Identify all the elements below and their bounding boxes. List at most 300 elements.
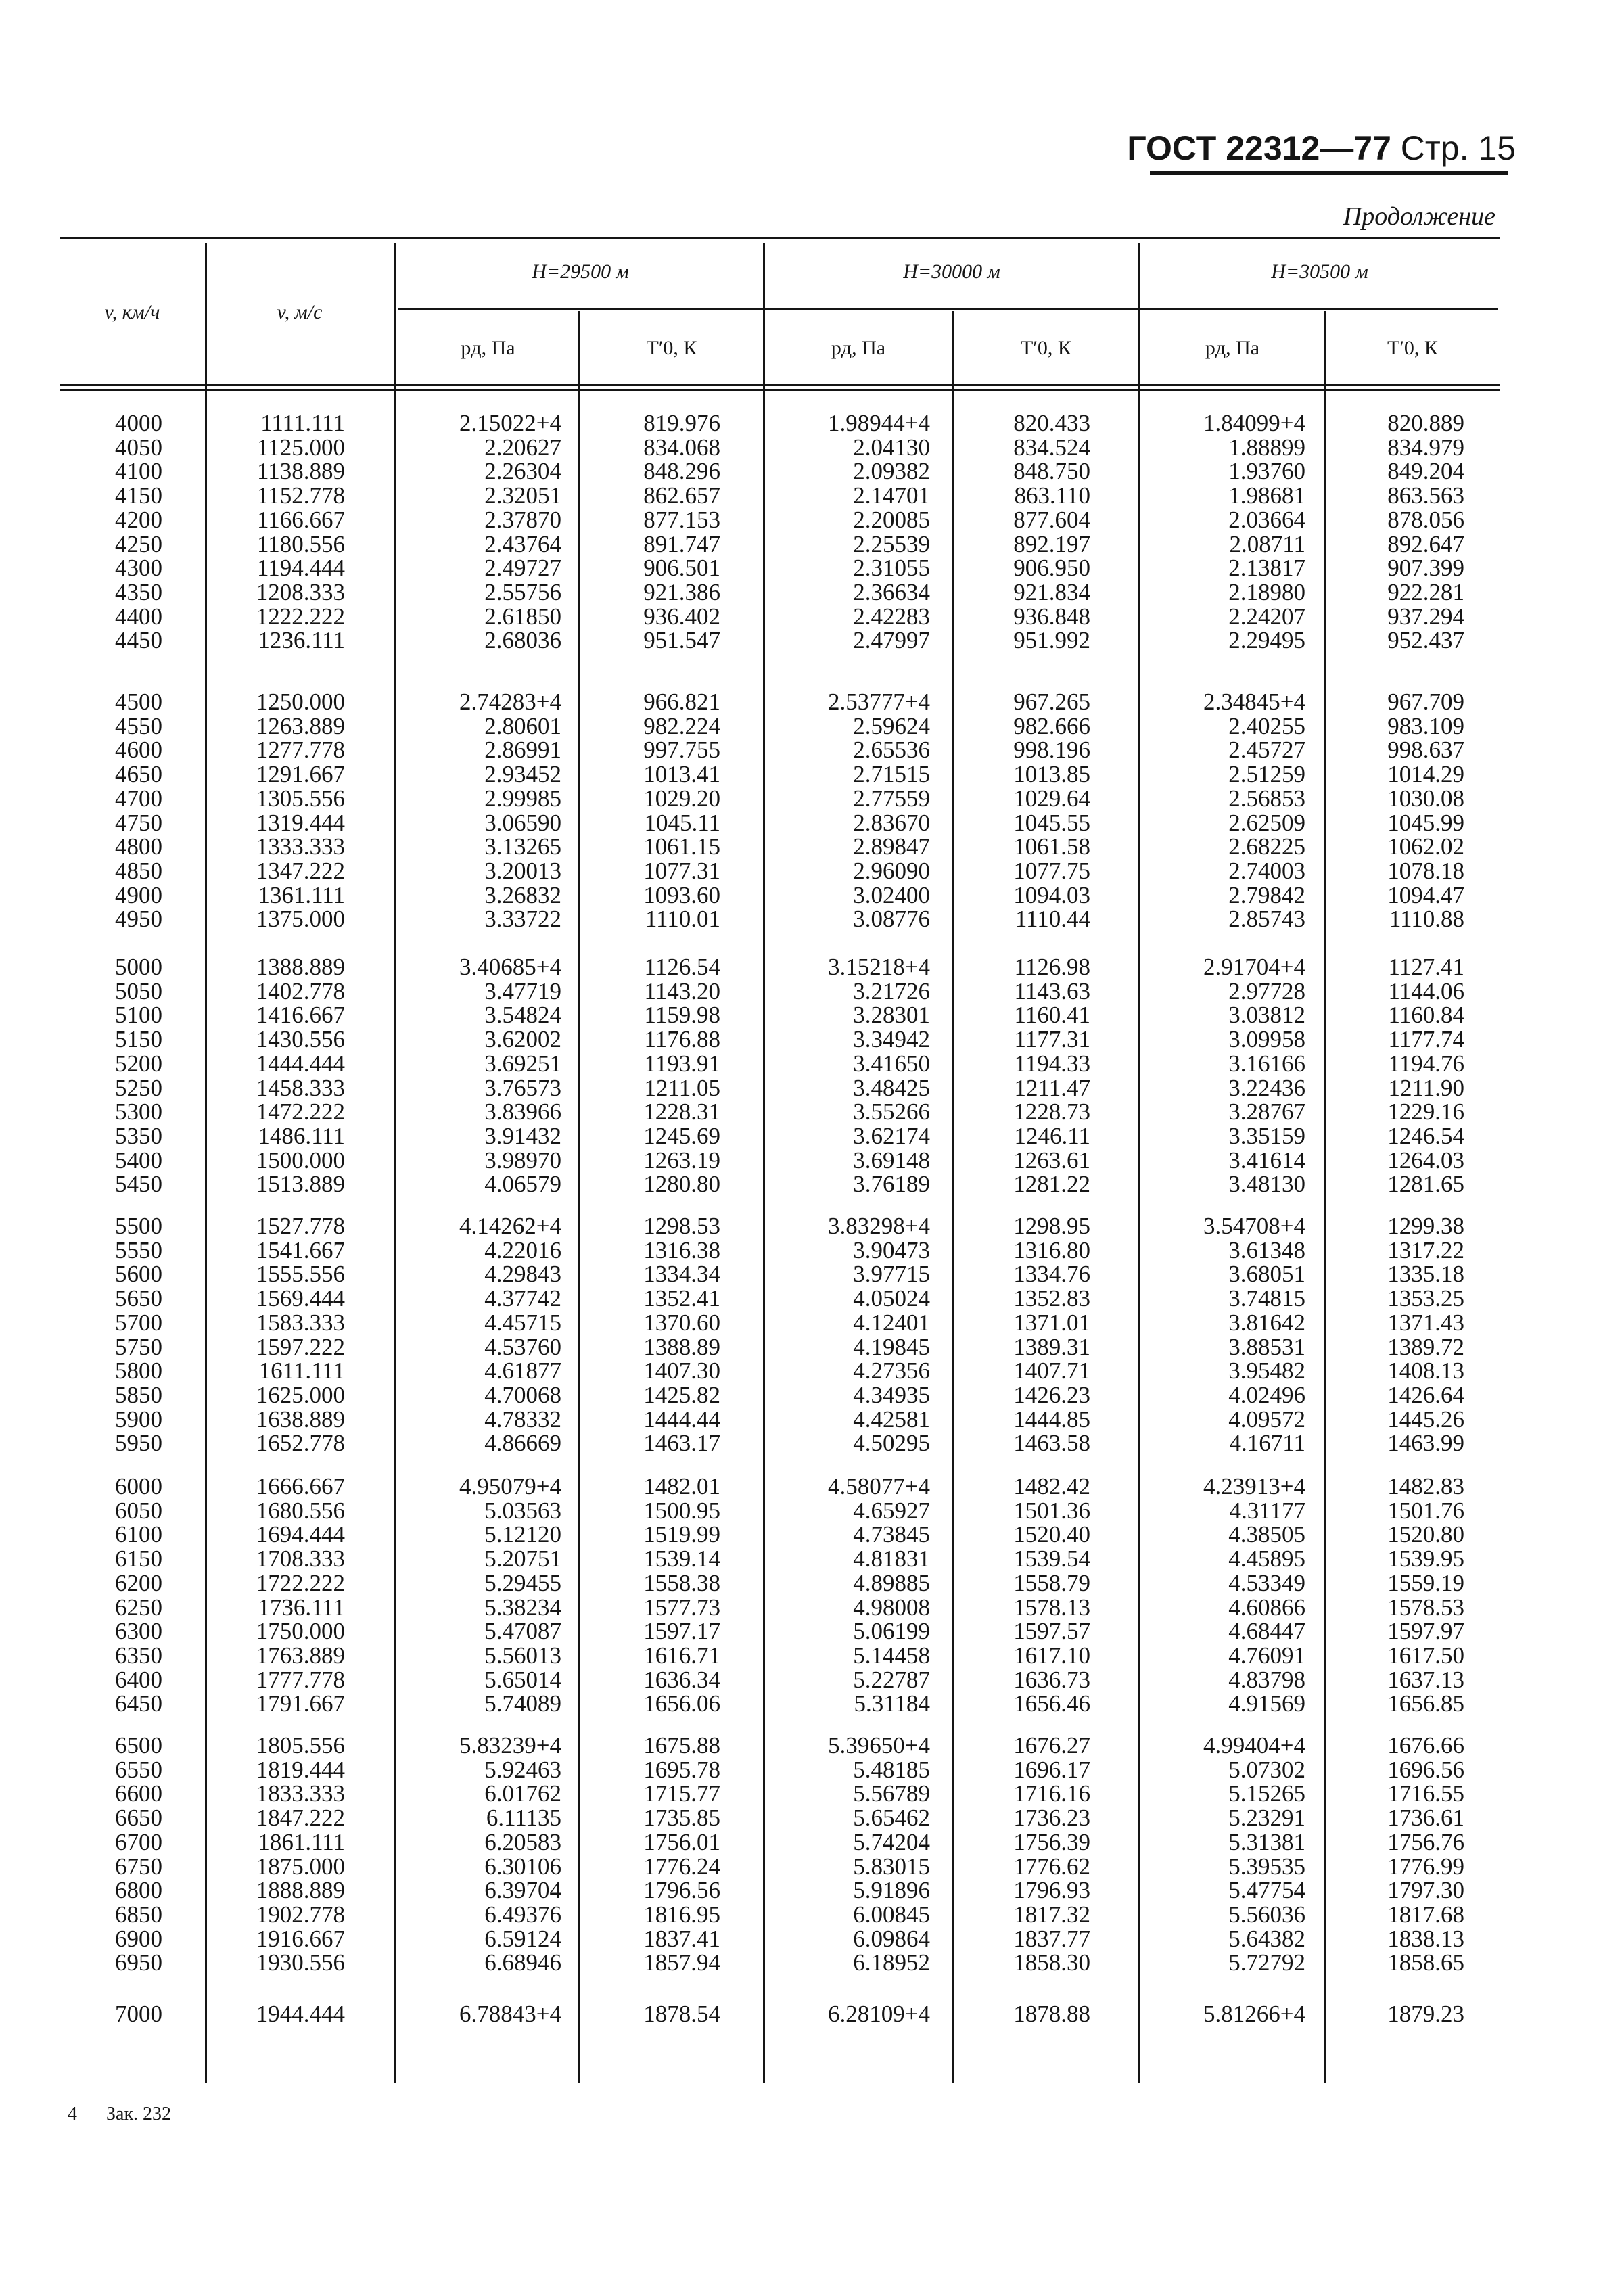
cell-t-30000: 877.604 [1013,506,1090,533]
table-header-rule [60,384,1500,386]
cell-t-30500: 1617.50 [1387,1642,1464,1669]
cell-p-30500: 3.35159 [1228,1122,1305,1149]
cell-t-30500: 1817.68 [1387,1901,1464,1928]
cell-v-ms: 1930.556 [256,1949,345,1976]
cell-v-ms: 1555.556 [256,1261,345,1288]
col-header-p: pд, Па [831,337,886,359]
cell-p-29500: 3.76573 [484,1074,561,1101]
cell-t-30500: 1353.25 [1387,1285,1464,1312]
cell-p-30000: 3.76189 [853,1171,930,1198]
cell-t-29500: 951.547 [643,627,720,654]
cell-v-kmh: 5200 [115,1050,162,1077]
cell-t-30000: 1837.77 [1013,1925,1090,1952]
cell-v-kmh: 6150 [115,1546,162,1573]
cell-p-29500: 3.40685+4 [459,954,561,980]
cell-p-30500: 3.41614 [1228,1146,1305,1174]
cell-v-kmh: 4000 [115,410,162,436]
column-rule [763,243,765,2083]
cell-t-30500: 1858.65 [1387,1949,1464,1976]
cell-t-29500: 1444.44 [643,1406,720,1433]
cell-t-30500: 952.437 [1387,627,1464,654]
col-header-t: T′0, К [1021,337,1071,359]
cell-p-29500: 6.11135 [486,1805,561,1832]
cell-v-ms: 1666.667 [256,1473,345,1500]
cell-v-kmh: 5650 [115,1285,162,1312]
cell-p-30000: 5.39650+4 [828,1732,930,1759]
cell-p-29500: 3.54824 [484,1002,561,1029]
cell-t-30000: 1352.83 [1013,1285,1090,1312]
cell-p-30500: 4.23913+4 [1203,1473,1305,1500]
col-header-p: pд, Па [1205,337,1260,359]
cell-t-29500: 1482.01 [643,1473,720,1500]
cell-t-30000: 1756.39 [1013,1828,1090,1855]
cell-p-30000: 3.21726 [853,977,930,1004]
cell-t-29500: 1245.69 [643,1122,720,1149]
cell-p-29500: 6.30106 [484,1853,561,1880]
cell-v-kmh: 6500 [115,1732,162,1759]
cell-v-kmh: 6100 [115,1521,162,1548]
cell-p-30500: 2.97728 [1228,977,1305,1004]
cell-v-ms: 1708.333 [256,1546,345,1573]
cell-p-29500: 6.20583 [484,1828,561,1855]
cell-p-30000: 2.53777+4 [828,689,930,715]
cell-v-kmh: 6700 [115,1828,162,1855]
cell-t-30500: 1335.18 [1387,1261,1464,1288]
cell-p-29500: 4.95079+4 [459,1473,561,1500]
cell-t-29500: 1228.31 [643,1098,720,1125]
cell-p-30500: 5.64382 [1228,1925,1305,1952]
cell-t-30000: 1463.58 [1013,1430,1090,1457]
cell-t-30500: 1559.19 [1387,1569,1464,1596]
cell-t-30500: 1696.56 [1387,1756,1464,1783]
cell-v-ms: 1736.111 [258,1594,345,1621]
cell-v-ms: 1875.000 [256,1853,345,1880]
cell-v-ms: 1805.556 [256,1732,345,1759]
cell-p-30000: 4.27356 [853,1357,930,1385]
col-header-v-kmh: v, км/ч [104,301,160,323]
cell-v-ms: 1111.111 [260,410,345,436]
cell-p-29500: 6.78843+4 [459,2001,561,2027]
cell-t-30000: 820.433 [1013,410,1090,436]
cell-p-30500: 5.23291 [1228,1805,1305,1832]
cell-v-kmh: 5750 [115,1333,162,1360]
cell-v-ms: 1152.778 [257,482,345,509]
cell-v-ms: 1125.000 [257,434,345,461]
cell-v-ms: 1305.556 [256,785,345,812]
cell-t-29500: 848.296 [643,458,720,485]
cell-p-29500: 3.13265 [484,833,561,860]
cell-t-30500: 1408.13 [1387,1357,1464,1385]
cell-v-kmh: 4300 [115,555,162,582]
cell-p-29500: 3.62002 [484,1026,561,1053]
cell-p-30500: 3.68051 [1228,1261,1305,1288]
cell-v-kmh: 5600 [115,1261,162,1288]
cell-v-ms: 1777.778 [256,1666,345,1693]
cell-t-29500: 921.386 [643,578,720,605]
cell-t-30000: 1094.03 [1013,881,1090,908]
page-header [1127,129,1516,168]
cell-p-30000: 5.91896 [853,1877,930,1904]
cell-v-kmh: 5450 [115,1171,162,1198]
cell-t-29500: 906.501 [643,555,720,582]
cell-p-30500: 2.62509 [1228,809,1305,836]
cell-p-30500: 4.83798 [1228,1666,1305,1693]
cell-p-29500: 4.78332 [484,1406,561,1433]
cell-v-ms: 1833.333 [256,1780,345,1807]
cell-t-30000: 1578.13 [1013,1594,1090,1621]
cell-t-30000: 951.992 [1013,627,1090,654]
cell-p-29500: 5.29455 [484,1569,561,1596]
cell-v-kmh: 6650 [115,1805,162,1832]
cell-p-29500: 5.20751 [484,1546,561,1573]
cell-p-30000: 5.48185 [853,1756,930,1783]
column-rule [1138,243,1140,2083]
cell-p-30500: 5.39535 [1228,1853,1305,1880]
cell-v-ms: 1500.000 [256,1146,345,1174]
cell-p-30000: 2.83670 [853,809,930,836]
cell-p-30500: 1.98681 [1228,482,1305,509]
page-label: Стр. 15 [1400,129,1516,167]
cell-v-ms: 1388.889 [256,954,345,980]
cell-t-30000: 1696.17 [1013,1756,1090,1783]
cell-p-30000: 2.20085 [853,506,930,533]
cell-t-30000: 1520.40 [1013,1521,1090,1548]
cell-p-30000: 3.41650 [853,1050,930,1077]
cell-p-30000: 4.12401 [853,1309,930,1336]
cell-p-30500: 3.61348 [1228,1236,1305,1263]
cell-v-ms: 1527.778 [256,1213,345,1239]
cell-t-30500: 1539.95 [1387,1546,1464,1573]
cell-p-29500: 5.83239+4 [459,1732,561,1759]
cell-p-30000: 5.65462 [853,1805,930,1832]
cell-p-30000: 4.65927 [853,1497,930,1524]
cell-p-30000: 5.14458 [853,1642,930,1669]
cell-t-29500: 936.402 [643,603,720,630]
cell-v-kmh: 4450 [115,627,162,654]
table-header-rule-double [60,389,1500,391]
cell-v-kmh: 6350 [115,1642,162,1669]
cell-t-29500: 1143.20 [644,977,720,1004]
cell-t-30000: 1444.85 [1013,1406,1090,1433]
cell-t-30500: 1110.88 [1389,906,1464,933]
table-top-rule [60,237,1500,239]
cell-t-30500: 1045.99 [1387,809,1464,836]
cell-t-30500: 820.889 [1387,410,1464,436]
cell-v-ms: 1291.667 [256,761,345,788]
cell-p-30500: 2.45727 [1228,737,1305,764]
cell-t-29500: 1539.14 [643,1546,720,1573]
cell-t-30000: 848.750 [1013,458,1090,485]
cell-v-kmh: 5550 [115,1236,162,1263]
cell-t-30000: 1597.57 [1013,1618,1090,1645]
cell-v-ms: 1361.111 [258,881,345,908]
cell-t-30500: 1371.43 [1387,1309,1464,1336]
cell-t-30000: 1539.54 [1013,1546,1090,1573]
cell-t-30500: 907.399 [1387,555,1464,582]
cell-t-30000: 1194.33 [1014,1050,1090,1077]
cell-v-ms: 1847.222 [256,1805,345,1832]
cell-t-30000: 1160.41 [1014,1002,1090,1029]
cell-p-30000: 4.42581 [853,1406,930,1433]
cell-p-30000: 6.00845 [853,1901,930,1928]
cell-t-30500: 1426.64 [1387,1381,1464,1408]
cell-t-30500: 1317.22 [1387,1236,1464,1263]
cell-p-29500: 2.86991 [484,737,561,764]
cell-v-kmh: 5700 [115,1309,162,1336]
cell-t-29500: 1388.89 [643,1333,720,1360]
cell-t-30500: 1246.54 [1387,1122,1464,1149]
cell-p-30000: 2.59624 [853,712,930,739]
cell-v-kmh: 6850 [115,1901,162,1928]
cell-t-30500: 1797.30 [1387,1877,1464,1904]
cell-t-29500: 1816.95 [643,1901,720,1928]
cell-t-29500: 1616.71 [643,1642,720,1669]
cell-v-kmh: 6000 [115,1473,162,1500]
cell-p-30500: 5.72792 [1228,1949,1305,1976]
cell-p-29500: 2.55756 [484,578,561,605]
cell-t-30500: 878.056 [1387,506,1464,533]
cell-p-29500: 3.83966 [484,1098,561,1125]
cell-p-30000: 5.83015 [853,1853,930,1880]
cell-v-kmh: 5900 [115,1406,162,1433]
cell-t-29500: 877.153 [643,506,720,533]
cell-p-30000: 5.31184 [854,1690,930,1717]
cell-t-30000: 1281.22 [1013,1171,1090,1198]
cell-t-29500: 1029.20 [643,785,720,812]
cell-v-ms: 1513.889 [256,1171,345,1198]
cell-t-29500: 1193.91 [644,1050,720,1077]
cell-v-ms: 1611.111 [258,1357,345,1385]
cell-p-30500: 4.38505 [1228,1521,1305,1548]
cell-t-29500: 982.224 [643,712,720,739]
cell-p-30500: 3.95482 [1228,1357,1305,1385]
column-rule [578,311,580,2083]
cell-p-30000: 2.31055 [853,555,930,582]
cell-p-30500: 2.56853 [1228,785,1305,812]
cell-t-29500: 1176.88 [644,1026,720,1053]
cell-p-29500: 3.06590 [484,809,561,836]
cell-v-ms: 1416.667 [256,1002,345,1029]
cell-v-ms: 1944.444 [256,2001,345,2027]
cell-v-kmh: 7000 [115,2001,162,2027]
cell-p-30500: 2.08711 [1229,530,1305,557]
column-rule [205,243,207,2083]
cell-t-30000: 921.834 [1013,578,1090,605]
cell-t-30500: 1014.29 [1387,761,1464,788]
cell-p-30000: 3.90473 [853,1236,930,1263]
cell-t-30500: 922.281 [1387,578,1464,605]
cell-t-29500: 1211.05 [644,1074,720,1101]
cell-t-30500: 892.647 [1387,530,1464,557]
cell-v-kmh: 5250 [115,1074,162,1101]
cell-t-30000: 1371.01 [1013,1309,1090,1336]
cell-t-29500: 1061.15 [643,833,720,860]
cell-p-30500: 2.24207 [1228,603,1305,630]
group-header-30000: H=30000 м [903,260,1000,283]
cell-t-29500: 1756.01 [643,1828,720,1855]
cell-p-30000: 3.34942 [853,1026,930,1053]
cell-v-ms: 1652.778 [256,1430,345,1457]
cell-p-30500: 3.16166 [1228,1050,1305,1077]
cell-p-29500: 4.06579 [484,1171,561,1198]
cell-t-30500: 1676.66 [1387,1732,1464,1759]
cell-t-30000: 1045.55 [1013,809,1090,836]
cell-v-ms: 1138.889 [257,458,345,485]
cell-v-ms: 1486.111 [258,1122,345,1149]
cell-v-ms: 1333.333 [256,833,345,860]
cell-p-30000: 2.25539 [853,530,930,557]
cell-v-ms: 1402.778 [256,977,345,1004]
cell-t-30000: 1110.44 [1015,906,1090,933]
page-number: 4 [68,2104,77,2124]
cell-t-30000: 1676.27 [1013,1732,1090,1759]
cell-p-29500: 3.33722 [484,906,561,933]
cell-p-30500: 5.47754 [1228,1877,1305,1904]
cell-p-30000: 3.62174 [853,1122,930,1149]
cell-t-29500: 1695.78 [643,1756,720,1783]
cell-p-30500: 4.91569 [1228,1690,1305,1717]
cell-p-29500: 5.65014 [484,1666,561,1693]
cell-v-kmh: 5800 [115,1357,162,1385]
cell-t-30500: 1597.97 [1387,1618,1464,1645]
cell-p-30000: 2.42283 [853,603,930,630]
cell-p-30500: 4.60866 [1228,1594,1305,1621]
cell-t-30000: 863.110 [1014,482,1090,509]
cell-t-29500: 1370.60 [643,1309,720,1336]
cell-t-30000: 1061.58 [1013,833,1090,860]
cell-t-30000: 1482.42 [1013,1473,1090,1500]
cell-p-29500: 2.20627 [484,434,561,461]
cell-p-29500: 3.91432 [484,1122,561,1149]
cell-p-30000: 2.09382 [853,458,930,485]
cell-v-kmh: 5100 [115,1002,162,1029]
cell-p-30000: 4.98008 [853,1594,930,1621]
cell-v-ms: 1722.222 [256,1569,345,1596]
cell-v-kmh: 4950 [115,906,162,933]
cell-p-30500: 4.76091 [1228,1642,1305,1669]
cell-p-29500: 2.99985 [484,785,561,812]
cell-p-30000: 4.50295 [853,1430,930,1457]
cell-t-30000: 1858.30 [1013,1949,1090,1976]
cell-p-30000: 2.04130 [853,434,930,461]
cell-t-30000: 982.666 [1013,712,1090,739]
cell-p-30500: 3.74815 [1228,1285,1305,1312]
cell-t-30000: 1177.31 [1014,1026,1090,1053]
cell-p-29500: 2.93452 [484,761,561,788]
cell-t-30000: 1298.95 [1013,1213,1090,1239]
cell-v-kmh: 5950 [115,1430,162,1457]
cell-p-30500: 2.18980 [1228,578,1305,605]
cell-p-29500: 2.49727 [484,555,561,582]
cell-v-kmh: 6250 [115,1594,162,1621]
cell-v-kmh: 6600 [115,1780,162,1807]
cell-t-30500: 1736.61 [1387,1805,1464,1832]
cell-v-kmh: 5850 [115,1381,162,1408]
cell-p-30500: 4.16711 [1229,1430,1305,1457]
cell-v-kmh: 4250 [115,530,162,557]
cell-p-30500: 4.45895 [1228,1546,1305,1573]
cell-t-30500: 1160.84 [1388,1002,1464,1029]
cell-p-29500: 3.69251 [484,1050,561,1077]
cell-t-30500: 1211.90 [1388,1074,1464,1101]
cell-v-ms: 1902.778 [256,1901,345,1928]
cell-p-30500: 5.07302 [1228,1756,1305,1783]
cell-v-ms: 1430.556 [256,1026,345,1053]
cell-v-ms: 1458.333 [256,1074,345,1101]
cell-v-kmh: 4600 [115,737,162,764]
cell-t-30500: 1144.06 [1388,977,1464,1004]
cell-v-ms: 1222.222 [256,603,345,630]
cell-t-30000: 1143.63 [1014,977,1090,1004]
cell-p-29500: 4.53760 [484,1333,561,1360]
cell-t-30000: 1817.32 [1013,1901,1090,1928]
cell-t-30500: 983.109 [1387,712,1464,739]
cell-v-ms: 1625.000 [256,1381,345,1408]
cell-t-29500: 1837.41 [643,1925,720,1952]
cell-p-30000: 6.28109+4 [828,2001,930,2027]
page-footer [68,2104,171,2125]
cell-p-30000: 4.73845 [853,1521,930,1548]
cell-t-30000: 1558.79 [1013,1569,1090,1596]
cell-v-kmh: 4700 [115,785,162,812]
cell-p-30500: 5.31381 [1228,1828,1305,1855]
cell-v-kmh: 6750 [115,1853,162,1880]
cell-t-30500: 1194.76 [1388,1050,1464,1077]
cell-v-ms: 1347.222 [256,857,345,884]
cell-v-kmh: 4100 [115,458,162,485]
cell-v-kmh: 6050 [115,1497,162,1524]
cell-p-30000: 4.89885 [853,1569,930,1596]
cell-t-29500: 1577.73 [643,1594,720,1621]
cell-t-30500: 1463.99 [1387,1430,1464,1457]
cell-p-30500: 2.13817 [1228,555,1305,582]
cell-p-29500: 6.59124 [484,1925,561,1952]
cell-t-30500: 967.709 [1387,689,1464,715]
cell-v-ms: 1569.444 [256,1285,345,1312]
cell-p-30500: 2.91704+4 [1203,954,1305,980]
cell-t-29500: 1407.30 [643,1357,720,1385]
cell-t-30500: 998.637 [1387,737,1464,764]
cell-t-29500: 1675.88 [643,1732,720,1759]
group-divider [1140,308,1498,310]
cell-v-kmh: 5000 [115,954,162,980]
cell-t-30000: 1246.11 [1014,1122,1090,1149]
cell-p-29500: 6.39704 [484,1877,561,1904]
cell-p-30000: 2.96090 [853,857,930,884]
cell-t-29500: 1280.80 [643,1171,720,1198]
cell-p-30500: 2.03664 [1228,506,1305,533]
cell-p-29500: 2.37870 [484,506,561,533]
group-header-30500: H=30500 м [1271,260,1368,283]
cell-t-29500: 966.821 [643,689,720,715]
cell-t-30500: 1776.99 [1387,1853,1464,1880]
cell-v-ms: 1472.222 [256,1098,345,1125]
cell-p-29500: 5.74089 [484,1690,561,1717]
cell-t-30500: 1756.76 [1387,1828,1464,1855]
column-rule [1324,311,1326,2083]
cell-t-30000: 1736.23 [1013,1805,1090,1832]
cell-v-kmh: 5350 [115,1122,162,1149]
cell-v-ms: 1180.556 [257,530,345,557]
cell-t-30000: 892.197 [1013,530,1090,557]
cell-t-30500: 1030.08 [1387,785,1464,812]
cell-v-ms: 1250.000 [256,689,345,715]
cell-v-kmh: 4350 [115,578,162,605]
cell-v-kmh: 5300 [115,1098,162,1125]
standard-number: ГОСТ 22312—77 [1127,129,1391,167]
cell-t-29500: 862.657 [643,482,720,509]
cell-t-30500: 1482.83 [1387,1473,1464,1500]
